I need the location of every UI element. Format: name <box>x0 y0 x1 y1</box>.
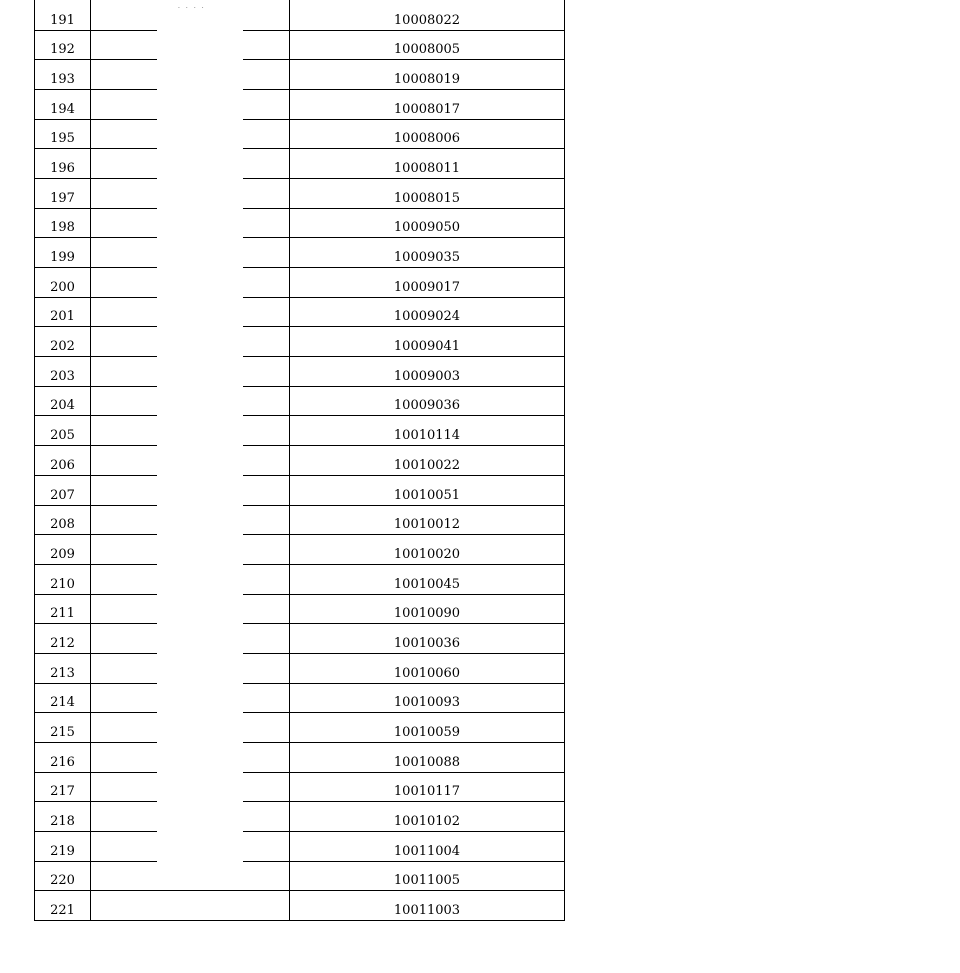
table-row <box>35 564 565 594</box>
data-table <box>34 0 565 921</box>
code-cell: 10010114 <box>290 416 565 446</box>
table-row <box>35 772 565 802</box>
row-number-cell: 213 <box>35 653 91 683</box>
table-row <box>35 594 565 624</box>
row-number-cell: 200 <box>35 268 91 298</box>
table-row <box>35 683 565 713</box>
code-cell: 10010060 <box>290 653 565 683</box>
code-cell: 10010020 <box>290 535 565 565</box>
row-number-cell: 193 <box>35 60 91 90</box>
code-cell: 10009003 <box>290 357 565 387</box>
table-row <box>35 178 565 208</box>
row-number-cell: 201 <box>35 297 91 327</box>
document-sheet <box>34 0 564 951</box>
code-cell: 10009036 <box>290 386 565 416</box>
code-cell: 10008017 <box>290 89 565 119</box>
row-number-cell: 211 <box>35 594 91 624</box>
code-cell: 10010093 <box>290 683 565 713</box>
code-cell: 10010022 <box>290 446 565 476</box>
row-number-cell: 203 <box>35 357 91 387</box>
code-cell: 10008006 <box>290 119 565 149</box>
row-number-cell: 219 <box>35 832 91 862</box>
table-row <box>35 386 565 416</box>
code-cell: 10010045 <box>290 564 565 594</box>
scan-specks: ···· <box>178 5 210 12</box>
code-cell: 10011003 <box>290 891 565 921</box>
code-cell: 10009017 <box>290 268 565 298</box>
table-row <box>35 891 565 921</box>
table-row <box>35 89 565 119</box>
row-number-cell: 202 <box>35 327 91 357</box>
row-number-cell: 214 <box>35 683 91 713</box>
table-row <box>35 743 565 773</box>
table-row <box>35 208 565 238</box>
table-row <box>35 238 565 268</box>
row-number-cell: 204 <box>35 386 91 416</box>
code-cell: 10009024 <box>290 297 565 327</box>
row-number-cell: 210 <box>35 564 91 594</box>
row-number-cell: 191 <box>35 0 91 30</box>
table-row <box>35 327 565 357</box>
row-number-cell: 198 <box>35 208 91 238</box>
row-number-cell: 218 <box>35 802 91 832</box>
code-cell: 10009050 <box>290 208 565 238</box>
code-cell: 10008022 <box>290 0 565 30</box>
row-number-cell: 215 <box>35 713 91 743</box>
table-body <box>35 0 565 921</box>
table-row <box>35 535 565 565</box>
table-row <box>35 624 565 654</box>
code-cell: 10010102 <box>290 802 565 832</box>
code-cell: 10009035 <box>290 238 565 268</box>
table-row <box>35 268 565 298</box>
code-cell: 10010059 <box>290 713 565 743</box>
table-row <box>35 713 565 743</box>
code-cell: 10008015 <box>290 178 565 208</box>
table-row <box>35 505 565 535</box>
table-row <box>35 653 565 683</box>
code-cell: 10010090 <box>290 594 565 624</box>
table-row <box>35 30 565 60</box>
code-cell: 10010036 <box>290 624 565 654</box>
table-row <box>35 475 565 505</box>
table-row <box>35 802 565 832</box>
table-row <box>35 0 565 30</box>
code-cell: 10010117 <box>290 772 565 802</box>
row-number-cell: 221 <box>35 891 91 921</box>
row-number-cell: 192 <box>35 30 91 60</box>
code-cell: 10009041 <box>290 327 565 357</box>
row-number-cell: 195 <box>35 119 91 149</box>
row-number-cell: 208 <box>35 505 91 535</box>
row-number-cell: 196 <box>35 149 91 179</box>
table-row <box>35 416 565 446</box>
code-cell: 10010088 <box>290 743 565 773</box>
code-cell: 10008011 <box>290 149 565 179</box>
code-cell: 10011004 <box>290 832 565 862</box>
row-number-cell: 216 <box>35 743 91 773</box>
code-cell: 10008019 <box>290 60 565 90</box>
row-number-cell: 207 <box>35 475 91 505</box>
table-row <box>35 149 565 179</box>
table-row <box>35 119 565 149</box>
blank-cell <box>91 891 290 921</box>
table-row <box>35 861 565 891</box>
redaction-strip <box>157 0 243 889</box>
row-number-cell: 209 <box>35 535 91 565</box>
row-number-cell: 206 <box>35 446 91 476</box>
row-number-cell: 212 <box>35 624 91 654</box>
code-cell: 10008005 <box>290 30 565 60</box>
table-row <box>35 60 565 90</box>
row-number-cell: 194 <box>35 89 91 119</box>
code-cell: 10011005 <box>290 861 565 891</box>
row-number-cell: 205 <box>35 416 91 446</box>
table-row <box>35 832 565 862</box>
code-cell: 10010012 <box>290 505 565 535</box>
row-number-cell: 197 <box>35 178 91 208</box>
row-number-cell: 217 <box>35 772 91 802</box>
row-number-cell: 199 <box>35 238 91 268</box>
table-row <box>35 446 565 476</box>
table-row <box>35 297 565 327</box>
code-cell: 10010051 <box>290 475 565 505</box>
row-number-cell: 220 <box>35 861 91 891</box>
table-row <box>35 357 565 387</box>
